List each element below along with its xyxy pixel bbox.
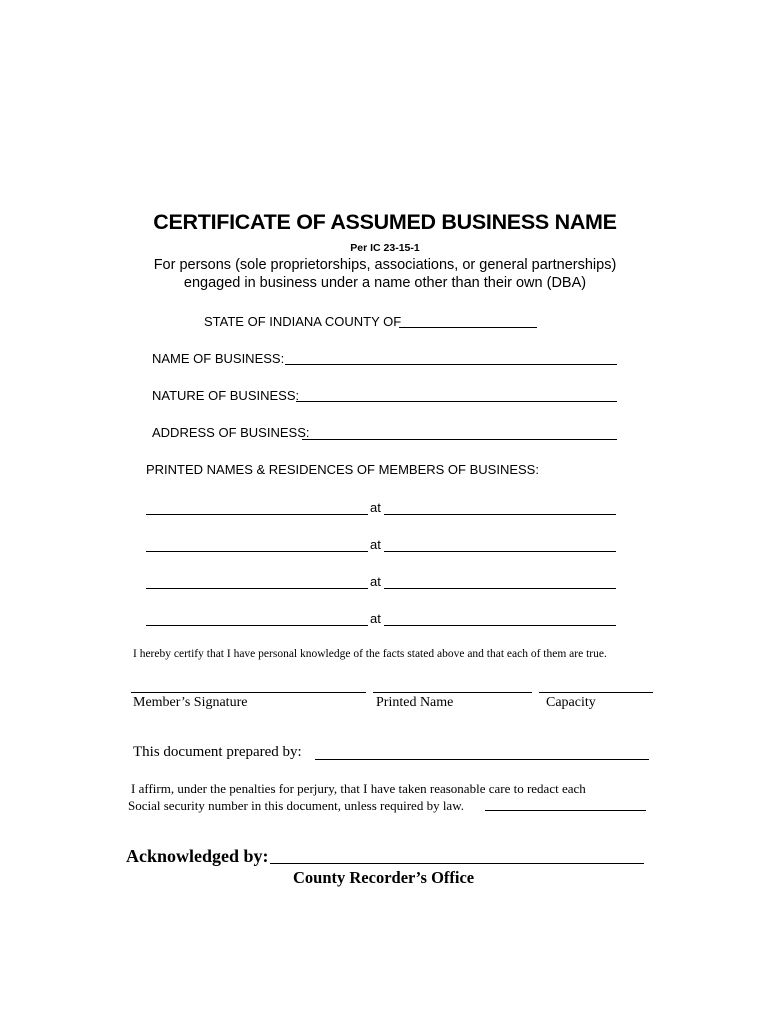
member-row (146, 500, 618, 518)
affirmation-signature-field[interactable] (485, 810, 646, 811)
county-field[interactable] (399, 327, 537, 328)
capacity-field[interactable] (539, 692, 653, 693)
member-residence-field[interactable] (384, 625, 616, 626)
members-heading: PRINTED NAMES & RESIDENCES OF MEMBERS OF BUSINESS: (146, 462, 539, 477)
document-title: CERTIFICATE OF ASSUMED BUSINESS NAME (153, 210, 617, 234)
business-address-field[interactable] (302, 439, 617, 440)
printed-name-label: Printed Name (376, 695, 454, 710)
prepared-by-label: This document prepared by: (133, 744, 302, 760)
business-name-label: NAME OF BUSINESS: (152, 351, 285, 366)
business-name-field[interactable] (285, 364, 617, 365)
state-county-label: STATE OF INDIANA COUNTY OF (204, 314, 402, 329)
printed-name-field[interactable] (373, 692, 532, 693)
at-label: at (370, 500, 381, 515)
member-name-field[interactable] (146, 551, 368, 552)
business-address-label: ADDRESS OF BUSINESS: (152, 425, 310, 440)
business-nature-field[interactable] (296, 401, 617, 402)
statute-reference: Per IC 23-15-1 (350, 242, 420, 254)
member-row (146, 611, 618, 629)
business-nature-label: NATURE OF BUSINESS: (152, 388, 300, 403)
member-name-field[interactable] (146, 588, 368, 589)
acknowledged-field[interactable] (270, 863, 644, 864)
affirmation-line-2: Social security number in this document, unless required by law. (128, 798, 465, 813)
member-residence-field[interactable] (384, 588, 616, 589)
recorder-office: County Recorder’s Office (293, 868, 475, 887)
prepared-by-field[interactable] (315, 759, 649, 760)
member-residence-field[interactable] (384, 551, 616, 552)
member-name-field[interactable] (146, 514, 368, 515)
signature-field[interactable] (131, 692, 366, 693)
member-row (146, 574, 618, 592)
signature-label: Member’s Signature (133, 695, 248, 710)
member-name-field[interactable] (146, 625, 368, 626)
at-label: at (370, 611, 381, 626)
at-label: at (370, 574, 381, 589)
certification-text: I hereby certify that I have personal knowledge of the facts stated above and that each of them are true. (133, 648, 607, 660)
subtitle-line-1: For persons (sole proprietorships, associations, or general partnerships) (153, 257, 617, 273)
subtitle-line-2: engaged in business under a name other than their own (DBA) (183, 275, 587, 291)
acknowledged-label: Acknowledged by: (126, 846, 269, 866)
member-residence-field[interactable] (384, 514, 616, 515)
member-row (146, 537, 618, 555)
at-label: at (370, 537, 381, 552)
affirmation-line-1: I affirm, under the penalties for perjury, that I have taken reasonable care to redact each (131, 781, 586, 796)
capacity-label: Capacity (546, 695, 596, 710)
